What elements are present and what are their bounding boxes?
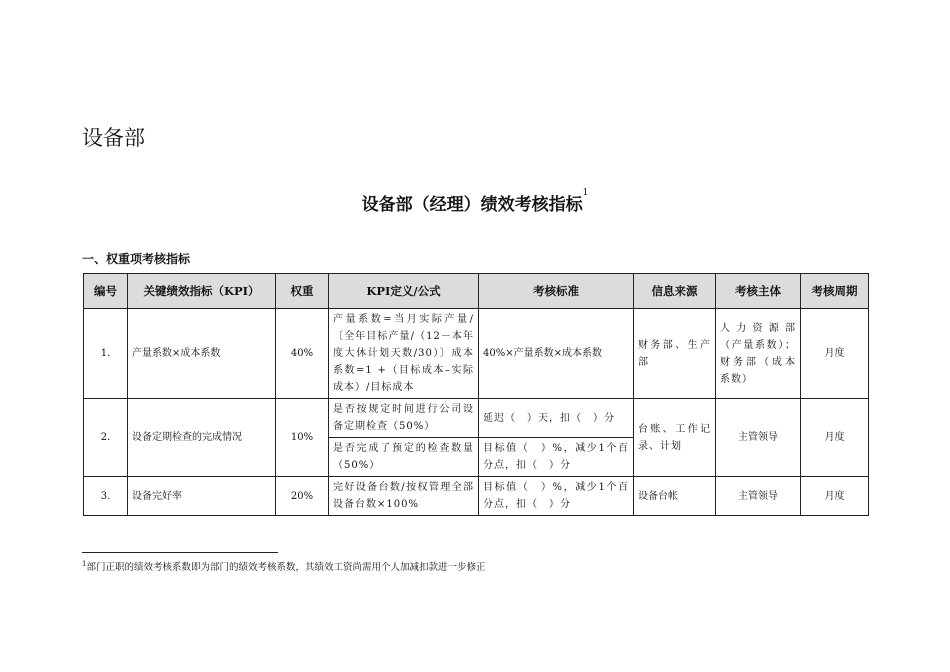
cell-period: 月度 xyxy=(801,477,869,516)
cell-period: 月度 xyxy=(801,309,869,399)
cell-definition: 是否按规定时间进行公司设备定期检查（50%） xyxy=(329,399,479,438)
footnote-mark: 1 xyxy=(82,559,87,568)
cell-standard: 延迟（ ）天，扣（ ）分 xyxy=(479,399,634,438)
cell-standard: 目标值（ ）%，减少1个百分点，扣（ ）分 xyxy=(479,477,634,516)
table-row xyxy=(84,399,869,438)
table-header-row xyxy=(84,274,869,309)
header-standard: 考核标准 xyxy=(479,274,634,309)
document-title xyxy=(0,190,950,215)
header-source: 信息来源 xyxy=(634,274,716,309)
footnote xyxy=(82,559,485,573)
cell-subject: 人力资源部（产量系数）；财务部（成本系数） xyxy=(716,309,801,399)
section-heading: 一、权重项考核指标 xyxy=(82,252,191,266)
cell-source: 设备台帐 xyxy=(634,477,716,516)
cell-kpi: 设备完好率 xyxy=(128,477,276,516)
cell-definition: 完好设备台数/按权管理全部设备台数×100% xyxy=(329,477,479,516)
header-subject: 考核主体 xyxy=(716,274,801,309)
cell-subject: 主管领导 xyxy=(716,399,801,477)
cell-kpi: 设备定期检查的完成情况 xyxy=(128,399,276,477)
cell-kpi: 产量系数×成本系数 xyxy=(128,309,276,399)
cell-weight: 10% xyxy=(276,399,329,477)
kpi-table xyxy=(83,273,869,516)
cell-source: 台账、工作记录、计划 xyxy=(634,399,716,477)
table-row xyxy=(84,309,869,399)
cell-number: 1. xyxy=(84,309,128,399)
table-row xyxy=(84,477,869,516)
header-kpi: 关键绩效指标（KPI） xyxy=(128,274,276,309)
footnote-separator xyxy=(82,552,278,553)
cell-definition: 产量系数=当月实际产量/〔全年目标产量/（12－本年度大休计划天数/30）〕成本系数=1 +（目标成本–实际成本）/目标成本 xyxy=(329,309,479,399)
footnote-reference-mark: 1 xyxy=(582,188,589,198)
department-heading: 设备部 xyxy=(82,126,145,150)
header-weight: 权重 xyxy=(276,274,329,309)
footnote-text: 部门正职的绩效考核系数即为部门的绩效考核系数，其绩效工资尚需用个人加减扣款进一步修正 xyxy=(86,562,486,573)
cell-period: 月度 xyxy=(801,399,869,477)
cell-weight: 20% xyxy=(276,477,329,516)
cell-source: 财务部、生产部 xyxy=(634,309,716,399)
header-number: 编号 xyxy=(84,274,128,309)
cell-weight: 40% xyxy=(276,309,329,399)
document-title-text: 设备部（经理）绩效考核指标 xyxy=(361,195,583,215)
cell-standard: 40%×产量系数×成本系数 xyxy=(479,309,634,399)
header-period: 考核周期 xyxy=(801,274,869,309)
cell-subject: 主管领导 xyxy=(716,477,801,516)
header-definition: KPI定义/公式 xyxy=(329,274,479,309)
cell-definition: 是否完成了预定的检查数量（50%） xyxy=(329,438,479,477)
cell-standard: 目标值（ ）%，减少1个百分点，扣（ ）分 xyxy=(479,438,634,477)
cell-number: 3. xyxy=(84,477,128,516)
cell-number: 2. xyxy=(84,399,128,477)
